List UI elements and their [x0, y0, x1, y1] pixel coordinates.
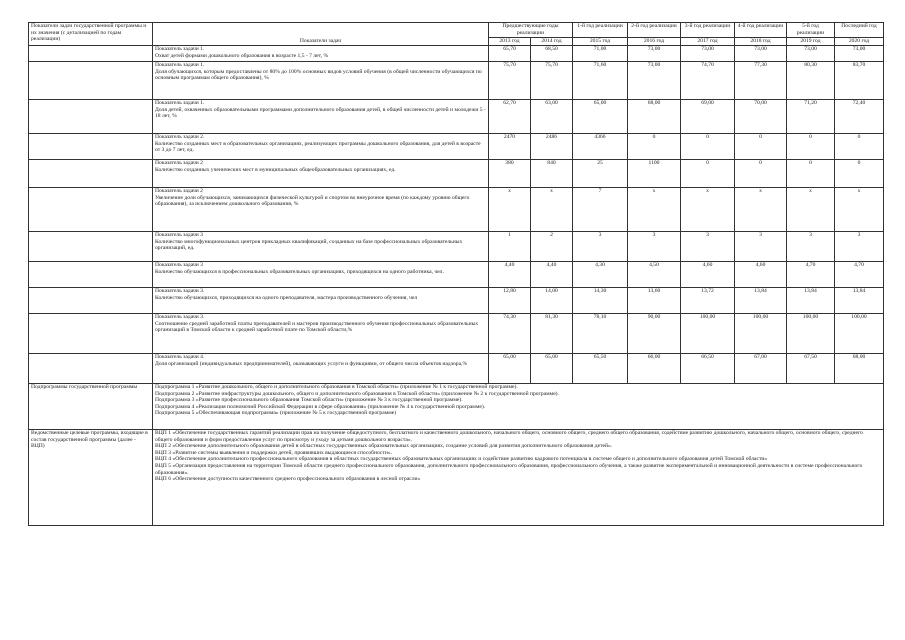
value-cell: 65,00	[531, 354, 573, 384]
indicator-cell	[153, 232, 489, 262]
value-cell: 0	[787, 160, 835, 188]
table-row	[29, 160, 884, 188]
value-cell: 65,00	[573, 100, 628, 134]
value-cell: 81,30	[531, 314, 573, 354]
value-cell: 69,00	[681, 100, 735, 134]
value-cell: 4,60	[735, 262, 787, 288]
table-row	[29, 188, 884, 232]
value-cell: 840	[531, 160, 573, 188]
indicator-text: Количество обучающихся в профессиональных образовательных организациях, приходящихся на одного работника, чел.	[155, 268, 444, 275]
subprogram-item: Подпрограмма 5 «Обеспечивающая подпрограмма» (приложение № 5 к государственной программе)	[155, 410, 397, 417]
indicator-cell	[153, 262, 489, 288]
empty-cell	[29, 314, 153, 354]
indicator-text: Увеличение доли обучающихся, занимающихся физической культурой и спортом во внеурочное время (по каждому уровню общего образования), за исключением дошкольного образования, %	[155, 194, 470, 208]
value-cell: 1	[489, 232, 531, 262]
value-cell: 13,72	[681, 288, 735, 314]
value-cell: 3	[628, 232, 681, 262]
year-label-header: 1-й год реализации	[573, 23, 628, 38]
empty-cell	[29, 160, 153, 188]
value-cell: 25	[573, 160, 628, 188]
table-row	[29, 288, 884, 314]
indicator-label: Показатель задачи 3	[155, 262, 203, 268]
value-cell: 73,00	[628, 62, 681, 100]
value-cell: 13,84	[735, 288, 787, 314]
value-cell: 4,60	[681, 262, 735, 288]
value-cell: х	[489, 188, 531, 232]
subprograms-row-label: Подпрограммы государственной программы	[29, 384, 153, 430]
value-cell: 4366	[573, 134, 628, 160]
indicator-label: Показатель задачи 3.	[155, 314, 205, 320]
value-cell: 3	[835, 232, 884, 262]
indicator-text: Соотношение средней заработной платы преподавателей и мастеров производственного обучения профессиональных образовательных организаций в Томской области к средней заработной плате по Томской области,%	[155, 320, 479, 334]
value-cell: 13,84	[835, 288, 884, 314]
previous-years-header: Предшествующие годы реализации	[489, 23, 573, 38]
vcp-item: ВЦП 4 «Обеспечение дополнительного профессионального образования в областных государственных образовательных организациях и содействие развитию кадрового потенциала в системе общего и дополнительного образования детей Томской области»	[155, 456, 768, 463]
year-header: 2017 год	[681, 38, 735, 46]
value-cell: 62,70	[489, 100, 531, 134]
indicator-label: Показатель задачи 2	[155, 188, 203, 194]
indicator-label: Показатель задачи 2.	[155, 134, 205, 140]
indicator-cell	[153, 160, 489, 188]
year-header: 2015 год	[573, 38, 628, 46]
value-cell: 66,50	[681, 354, 735, 384]
indicator-cell	[153, 188, 489, 232]
value-cell: 0	[835, 134, 884, 160]
value-cell: 4,30	[573, 262, 628, 288]
indicator-text: Количество многофункциональных центров прикладных квалификаций, созданных на базе профессиональных образовательных организаций, ед.	[155, 238, 463, 252]
value-cell: 100,00	[735, 314, 787, 354]
indicator-cell	[153, 134, 489, 160]
value-cell: х	[628, 188, 681, 232]
indicator-text: Доля детей, охваченных образовательными программами дополнительного образования детей, в общей численности детей и молодежи 5 - 18 лет, %	[155, 106, 486, 120]
indicator-label: Показатель задачи 3.	[155, 288, 205, 294]
indicator-label: Показатель задачи 3	[155, 232, 203, 238]
value-cell: 80,30	[787, 62, 835, 100]
value-cell: 63,00	[531, 100, 573, 134]
value-cell: 73,00	[835, 46, 884, 62]
value-cell: 2470	[489, 134, 531, 160]
value-cell: 100,00	[681, 314, 735, 354]
value-cell: 74,70	[681, 62, 735, 100]
indicator-text: Охват детей формами дошкольного образования в возрасте 1,5 - 7 лет, %	[155, 52, 329, 59]
goal-header-cell: Показатели задач государственной программы и их значения (с детализацией по годам реализации)	[29, 23, 153, 46]
value-cell: 75,70	[531, 62, 573, 100]
empty-cell	[29, 188, 153, 232]
indicator-text: Доля обучающихся, которым предоставлены от 80% до 100% основных видов условий обучения (в общей численности обучающихся по основным программам общего образования), %	[155, 68, 482, 82]
vcp-item: ВЦП 5 «Организация предоставления на территории Томской области среднего профессионального образования, дополнительного профессионального образования, профессионального обучения, а также развитие экспериментальной и инновационной деятельности в системе профессионального образования».	[155, 462, 863, 476]
value-cell: х	[681, 188, 735, 232]
vcp-item: ВЦП 3 «Развитие системы выявления и поддержки детей, проявивших выдающиеся способности».	[155, 449, 393, 456]
value-cell: 71,60	[573, 62, 628, 100]
value-cell: 380	[489, 160, 531, 188]
value-cell: 75,70	[489, 62, 531, 100]
value-cell: 3	[573, 232, 628, 262]
indicators-table	[28, 22, 884, 526]
table-row	[29, 354, 884, 384]
value-cell: 70,00	[735, 100, 787, 134]
value-cell: 2486	[531, 134, 573, 160]
empty-cell	[29, 100, 153, 134]
document-page	[28, 22, 883, 526]
empty-cell	[29, 288, 153, 314]
value-cell: 13,84	[787, 288, 835, 314]
table-row	[29, 100, 884, 134]
table-row	[29, 46, 884, 62]
indicator-cell	[153, 288, 489, 314]
value-cell: 0	[681, 160, 735, 188]
value-cell: х	[787, 188, 835, 232]
value-cell: 4,50	[628, 262, 681, 288]
year-header: 2018 год	[735, 38, 787, 46]
indicator-header-cell: Показатели задач	[153, 23, 489, 46]
indicator-cell	[153, 46, 489, 62]
indicator-cell	[153, 314, 489, 354]
value-cell: 13,60	[628, 288, 681, 314]
vcp-row-content	[153, 430, 884, 526]
table-row	[29, 262, 884, 288]
value-cell: 73,00	[628, 46, 681, 62]
value-cell: 77,30	[735, 62, 787, 100]
value-cell: 68,00	[628, 100, 681, 134]
value-cell: 2	[531, 232, 573, 262]
value-cell: 1100	[628, 160, 681, 188]
value-cell: 4,40	[489, 262, 531, 288]
value-cell: 73,00	[735, 46, 787, 62]
empty-cell	[29, 46, 153, 62]
value-cell: 83,70	[835, 62, 884, 100]
value-cell: 71,00	[573, 46, 628, 62]
indicator-text: Количество обучающихся, приходящихся на одного преподавателя, мастера производственного обучения, чел	[155, 294, 418, 301]
subprogram-item: Подпрограмма 4 «Реализация полномочий Российской Федерации в сфере образования» (приложение № 4 к государственной программе).	[155, 403, 486, 410]
empty-cell	[29, 262, 153, 288]
value-cell: 4,40	[531, 262, 573, 288]
indicator-text: Количество созданных мест в образовательных организациях, реализующих программы дошкольного образования, для детей в возрасте от 3 до 7 лет, ед.	[155, 140, 481, 154]
value-cell: 0	[628, 134, 681, 160]
empty-cell	[29, 354, 153, 384]
year-header: 2013 год	[489, 38, 531, 46]
value-cell: х	[531, 188, 573, 232]
value-cell: 12,80	[489, 288, 531, 314]
table-row	[29, 62, 884, 100]
vcp-row-label: Ведомственные целевые программы, входящие в состав государственной программы (далее - ВЦП)	[29, 430, 153, 526]
indicator-cell	[153, 354, 489, 384]
value-cell: 7	[573, 188, 628, 232]
value-cell: х	[735, 188, 787, 232]
vcp-item: ВЦП 2 «Обеспечение дополнительного образования детей в областных государственных образовательных организациях, создание условий для развития дополнительного образования детей».	[155, 443, 613, 450]
value-cell: 3	[787, 232, 835, 262]
indicator-text: Количество созданных ученических мест в муниципальных общеобразовательных организациях, ед.	[155, 166, 396, 173]
year-label-header: Последний год	[835, 23, 884, 38]
indicator-label: Показатель задачи 1.	[155, 100, 205, 106]
empty-cell	[29, 134, 153, 160]
value-cell: 67,50	[787, 354, 835, 384]
value-cell: 66,00	[628, 354, 681, 384]
table-row	[29, 134, 884, 160]
value-cell: 67,00	[735, 354, 787, 384]
table-row	[29, 314, 884, 354]
value-cell: 0	[681, 134, 735, 160]
empty-cell	[29, 62, 153, 100]
indicator-text: Доля организаций (индивидуальных предпринимателей), оказывающих услуги и функциями, от общего числа объектов надзора,%	[155, 360, 468, 367]
value-cell: 4,70	[787, 262, 835, 288]
subprograms-row	[29, 384, 884, 430]
subprogram-item: Подпрограмма 3 «Развитие профессионального образования Томской области» (приложение № 3 к государственной программе).	[155, 397, 463, 404]
value-cell: 78,10	[573, 314, 628, 354]
indicator-label: Показатель задачи 4.	[155, 354, 205, 360]
value-cell: 0	[835, 160, 884, 188]
value-cell: 73,00	[681, 46, 735, 62]
indicator-cell	[153, 100, 489, 134]
empty-cell	[29, 232, 153, 262]
value-cell: 73,00	[787, 46, 835, 62]
indicator-label: Показатель задачи 2	[155, 160, 203, 166]
year-label-header: 2-й год реализации	[628, 23, 681, 38]
subprogram-item: Подпрограмма 1 «Развитие дошкольного, общего и дополнительного образования в Томской области» (приложение № 1 к государственной программе).	[155, 384, 518, 390]
subprogram-item: Подпрограмма 2 «Развитие инфраструктуры дошкольного, общего и дополнительного образования в Томской области» (приложение № 2 к государственной программе).	[155, 390, 559, 397]
value-cell: 0	[787, 134, 835, 160]
value-cell: 72,40	[835, 100, 884, 134]
value-cell: 3	[681, 232, 735, 262]
indicator-cell	[153, 62, 489, 100]
vcp-item: ВЦП 6 «Обеспечение доступности качественного среднего профессионального образования в лесной отрасли»	[155, 476, 421, 483]
value-cell: 90,00	[628, 314, 681, 354]
subprograms-row-content	[153, 384, 884, 430]
value-cell: 65,50	[573, 354, 628, 384]
value-cell: 65,00	[489, 354, 531, 384]
indicator-label: Показатель задачи 1.	[155, 46, 205, 52]
value-cell: 68,50	[531, 46, 573, 62]
vcp-row	[29, 430, 884, 526]
value-cell: 14,30	[573, 288, 628, 314]
value-cell: 100,00	[787, 314, 835, 354]
year-header: 2019 год	[787, 38, 835, 46]
value-cell: 68,00	[835, 354, 884, 384]
value-cell: 14,00	[531, 288, 573, 314]
value-cell: 4,70	[835, 262, 884, 288]
indicator-label: Показатель задачи 1.	[155, 62, 205, 68]
value-cell: 0	[735, 160, 787, 188]
vcp-item: ВЦП 1 «Обеспечение государственных гарантий реализации прав на получение общедоступного, бесплатного и качественного дошкольного, начального общего, основного общего, среднего общего образования, содействие развитию дошкольного, начального общего, основного общего, среднего общего образования и форм предоставления услуг по присмотру и уходу за детьми дошкольного возраста».	[155, 430, 863, 443]
value-cell: 0	[735, 134, 787, 160]
year-label-header: 4-й год реализации	[735, 23, 787, 38]
value-cell: 100,00	[835, 314, 884, 354]
value-cell: х	[835, 188, 884, 232]
year-header: 2020 год	[835, 38, 884, 46]
year-header: 2014 год	[531, 38, 573, 46]
year-label-header: 3-й год реализации	[681, 23, 735, 38]
value-cell: 3	[735, 232, 787, 262]
value-cell: 74,30	[489, 314, 531, 354]
table-row	[29, 232, 884, 262]
value-cell: 65,70	[489, 46, 531, 62]
year-header: 2016 год	[628, 38, 681, 46]
value-cell: 71,20	[787, 100, 835, 134]
year-label-header: 5-й год реализации	[787, 23, 835, 38]
